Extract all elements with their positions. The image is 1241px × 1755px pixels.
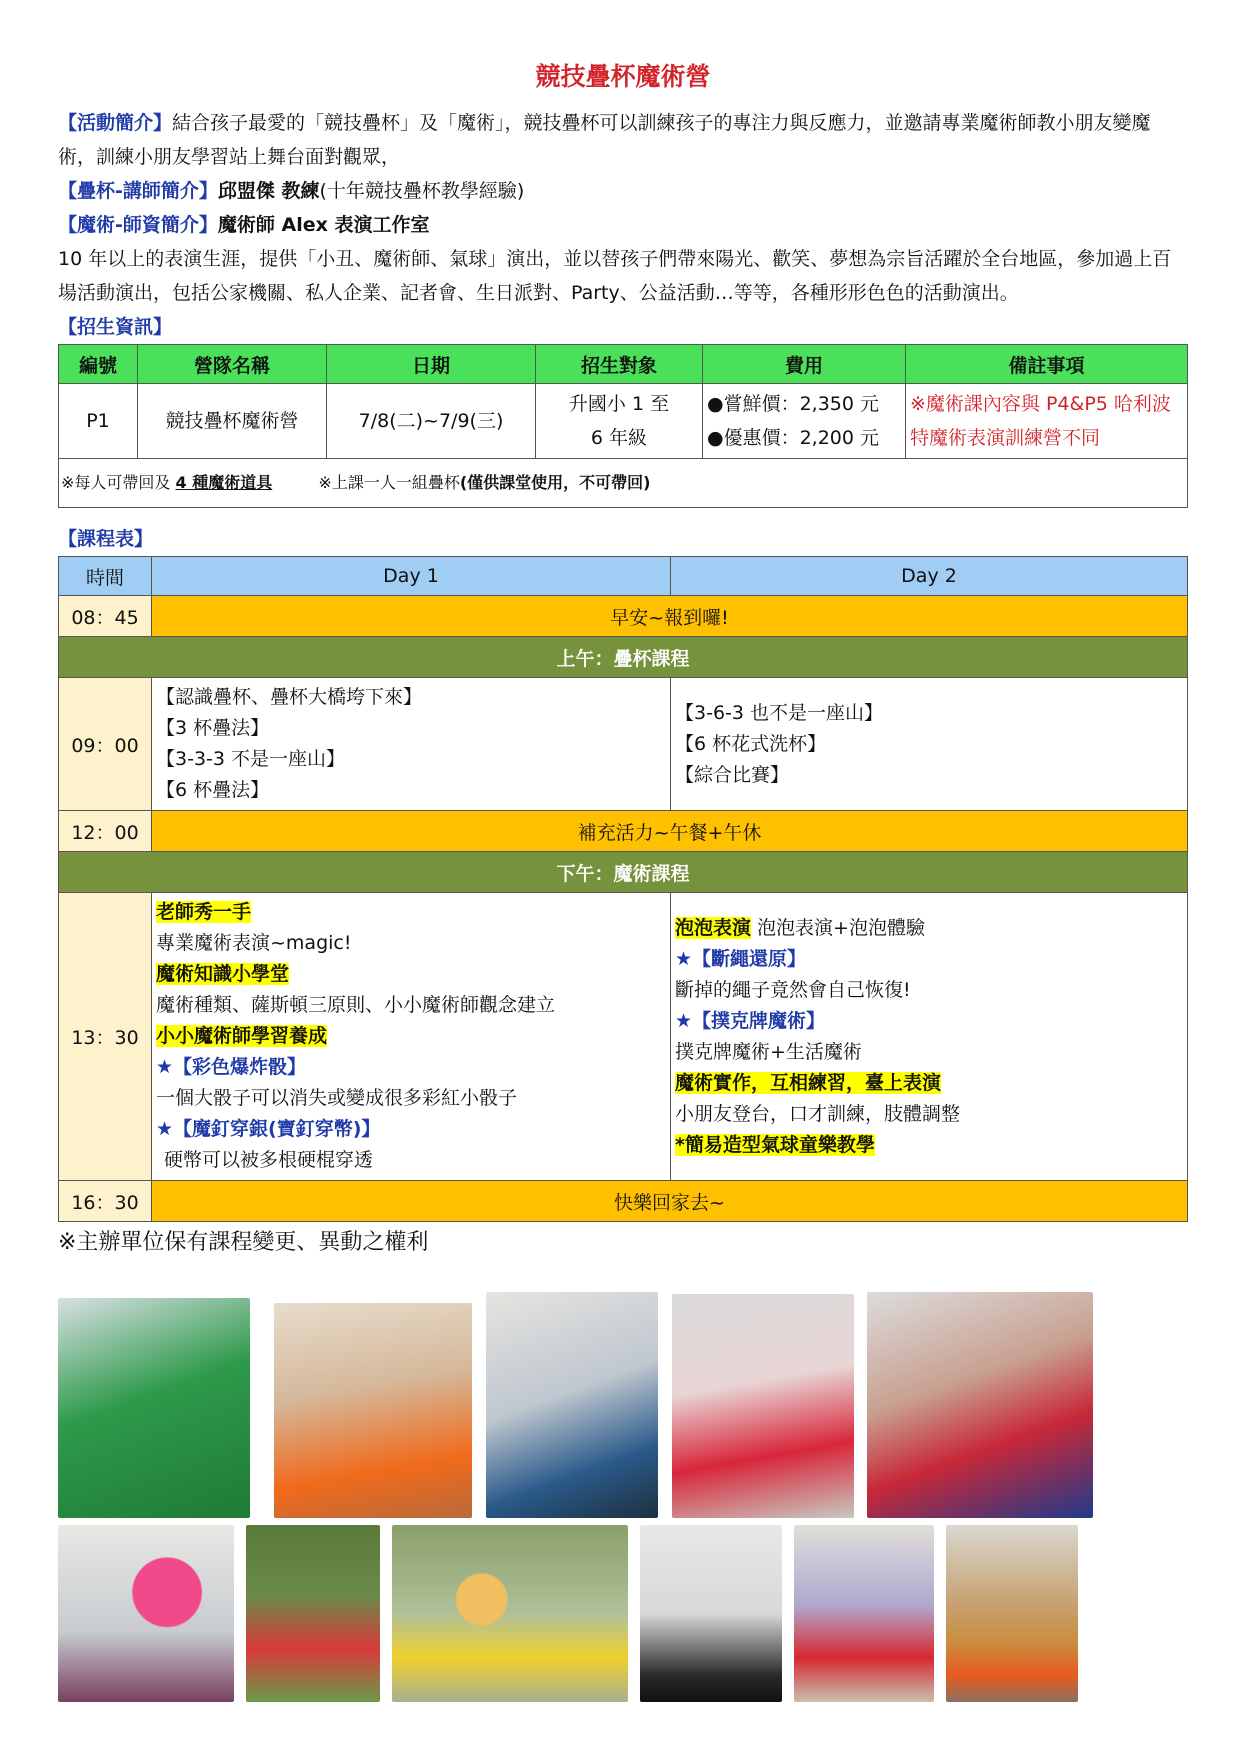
star-item: ★【魔釘穿銀(寶釘穿幣)】 <box>156 1118 381 1140</box>
note-cups-prefix: ※上課一人一組疊杯 <box>318 473 460 492</box>
list-item: 硬幣可以被多根硬棍穿透 <box>164 1149 374 1171</box>
list-item: 【3-6-3 也不是一座山】 <box>675 701 884 724</box>
enrollment-table <box>58 344 1188 508</box>
pm-day1-cell <box>152 893 671 1181</box>
time-1330: 13：30 <box>59 893 152 1181</box>
am-day1-cell <box>152 678 671 811</box>
time-1630: 16：30 <box>59 1181 152 1222</box>
enrollment-note-row <box>59 459 1188 508</box>
checkin-slot: 早安~報到囉! <box>152 596 1188 637</box>
cell-date: 7/8(二)~7/9(三) <box>327 384 536 459</box>
col-remark: 備註事項 <box>906 345 1188 384</box>
photo-boy-green-cups <box>58 1298 250 1518</box>
pm-day1-heading-2: 魔術知識小學堂 <box>156 963 290 985</box>
photo-girl-bubbles <box>392 1525 628 1702</box>
flyer <box>58 62 1188 1260</box>
star-item: ★【彩色爆炸骰】 <box>156 1056 307 1078</box>
lunch-slot: 補充活力~午餐+午休 <box>152 811 1188 852</box>
table-row <box>59 637 1188 678</box>
magic-teacher-line <box>58 208 1188 242</box>
dismissal-slot: 快樂回家去~ <box>152 1181 1188 1222</box>
intro-text: 結合孩子最愛的「競技疊杯」及「魔術」，競技疊杯可以訓練孩子的專注力與反應力，並邀請專業魔術師教小朋友變魔術，訓練小朋友學習站上舞台面對觀眾， <box>58 112 1151 168</box>
schedule-table <box>58 556 1188 1222</box>
schedule-label: 【課程表】 <box>58 528 154 550</box>
col-date: 日期 <box>327 345 536 384</box>
target-line-1: 升國小 1 至 <box>568 393 670 415</box>
photo-balloon <box>58 1525 234 1702</box>
schedule-header-row <box>59 557 1188 596</box>
time-0900: 09：00 <box>59 678 152 811</box>
table-row <box>59 852 1188 893</box>
table-row <box>59 1181 1188 1222</box>
note-props-prefix: ※每人可帶回及 <box>61 473 176 492</box>
photo-boy-orange-cups <box>946 1525 1078 1702</box>
col-name: 營隊名稱 <box>138 345 327 384</box>
list-item: 【6 杯花式洗杯】 <box>675 732 827 755</box>
intro-paragraph <box>58 106 1188 174</box>
time-0845: 08：45 <box>59 596 152 637</box>
magic-description: 10 年以上的表演生涯，提供「小丑、魔術師、氣球」演出，並以替孩子們帶來陽光、歡笑、夢想為宗旨活躍於全台地區，參加過上百場活動演出，包括公家機關、私人企業、記者會、生日派對、Party、公益活動…等等，各種形形色色的活動演出。 <box>58 248 1172 304</box>
col-time: 時間 <box>59 557 152 596</box>
photo-girl-red-cups <box>794 1525 934 1702</box>
photo-boy-magic-case <box>640 1525 782 1702</box>
list-item: 一個大骰子可以消失或變成很多彩紅小骰子 <box>156 1087 518 1109</box>
morning-section-label: 上午：疊杯課程 <box>59 637 1188 678</box>
star-item: ★【撲克牌魔術】 <box>675 1009 826 1032</box>
table-row <box>59 893 1188 1181</box>
list-item: 【6 杯疊法】 <box>156 779 270 801</box>
star-item: ★【斷繩還原】 <box>675 947 807 970</box>
table-row <box>59 596 1188 637</box>
col-day1: Day 1 <box>152 557 671 596</box>
afternoon-section-label: 下午：魔術課程 <box>59 852 1188 893</box>
photo-girl-with-magician <box>867 1292 1093 1518</box>
table-row <box>59 384 1188 459</box>
fee-line-2: ●優惠價：2,200 元 <box>707 427 880 449</box>
cup-teacher-label: 【疊杯-講師簡介】 <box>58 180 218 202</box>
note-props-count: 4 種魔術道具 <box>175 473 273 492</box>
target-line-2: 6 年級 <box>590 427 648 449</box>
intro-label: 【活動簡介】 <box>58 112 173 134</box>
list-item: 【認識疊杯、疊杯大橋垮下來】 <box>156 686 423 708</box>
magic-teacher-name: 魔術師 Alex 表演工作室 <box>217 214 430 236</box>
cup-teacher-extra: (十年競技疊杯教學經驗) <box>319 180 525 202</box>
list-item: 專業魔術表演~magic! <box>156 932 352 954</box>
cup-teacher-name: 邱盟傑 教練 <box>217 180 320 202</box>
col-id: 編號 <box>59 345 138 384</box>
pm-day2-heading-2: 魔術實作，互相練習，臺上表演 <box>675 1071 942 1094</box>
cup-teacher-line <box>58 174 1188 208</box>
col-target: 招生對象 <box>536 345 703 384</box>
note-cups-suffix: (僅供課堂使用，不可帶回) <box>459 473 651 492</box>
table-row <box>59 811 1188 852</box>
pm-day1-heading-1: 老師秀一手 <box>156 901 252 923</box>
col-fee: 費用 <box>703 345 906 384</box>
pm-day2-cell <box>671 893 1188 1181</box>
cell-target <box>536 384 703 459</box>
am-day2-cell <box>671 678 1188 811</box>
enroll-label: 【招生資訊】 <box>58 316 173 338</box>
cell-fee <box>703 384 906 459</box>
enrollment-note <box>59 459 1188 508</box>
cell-remark: ※魔術課內容與 P4&P5 哈利波特魔術表演訓練營不同 <box>906 384 1188 459</box>
photo-girl-blue-cups <box>486 1292 658 1518</box>
list-item: 小朋友登台，口才訓練，肢體調整 <box>675 1102 961 1125</box>
photo-boy-with-magician-outdoor <box>246 1525 380 1702</box>
enrollment-header-row <box>59 345 1188 384</box>
list-item: 斷掉的繩子竟然會自己恢復! <box>675 978 911 1001</box>
list-item: 【3-3-3 不是一座山】 <box>156 748 346 770</box>
photo-two-girls-red-cups <box>672 1294 854 1518</box>
magic-teacher-label: 【魔術-師資簡介】 <box>58 214 218 236</box>
time-1200: 12：00 <box>59 811 152 852</box>
cell-id: P1 <box>59 384 138 459</box>
photo-girl-orange-cups <box>274 1303 472 1518</box>
pm-day2-heading-3: *簡易造型氣球童樂教學 <box>675 1133 875 1156</box>
pm-day2-heading-1: 泡泡表演 <box>675 916 752 939</box>
footer-note: ※主辦單位保有課程變更、異動之權利 <box>58 1230 429 1255</box>
pm-day2-heading-1-detail: 泡泡表演+泡泡體驗 <box>751 916 925 939</box>
list-item: 撲克牌魔術+生活魔術 <box>675 1040 862 1063</box>
list-item: 【綜合比賽】 <box>675 763 790 786</box>
table-row <box>59 678 1188 811</box>
fee-line-1: ●嘗鮮價：2,350 元 <box>707 393 880 415</box>
pm-day1-heading-3: 小小魔術師學習養成 <box>156 1025 328 1047</box>
list-item: 魔術種類、薩斯頓三原則、小小魔術師觀念建立 <box>156 994 556 1016</box>
cell-name: 競技疊杯魔術營 <box>138 384 327 459</box>
page-title: 競技疊杯魔術營 <box>535 62 711 91</box>
list-item: 【3 杯疊法】 <box>156 717 270 739</box>
col-day2: Day 2 <box>671 557 1188 596</box>
